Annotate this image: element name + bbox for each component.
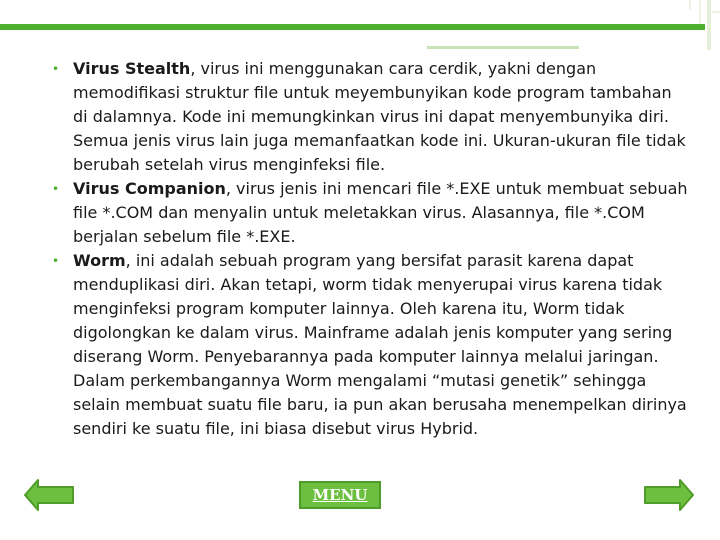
previous-slide-button[interactable]	[24, 478, 74, 512]
list-item	[48, 249, 688, 441]
menu-button[interactable]	[299, 481, 381, 509]
list-item	[48, 177, 688, 249]
bullet-icon: •	[52, 182, 60, 196]
bullet-icon: •	[52, 254, 60, 268]
item-text: , ini adalah sebuah program yang bersifat parasit karena dapat menduplikasi diri. Akan tetapi, worm tidak menyerupai virus karena tidak menginfeksi program komputer lainnya. Oleh karena itu, Worm tidak digolongkan ke dalam virus. Mainframe adalah jenis komputer yang sering diserang Worm. Penyebarannya pada komputer lainnya melalui jaringan. Dalam perkembangannya Worm mengalami “mutasi genetik” sehingga selain membuat suatu file baru, ia pun akan berusaha menempelkan dirinya sendiri ke suatu file, ini biasa disebut virus Hybrid.	[73, 251, 687, 438]
next-slide-button[interactable]	[644, 478, 694, 512]
virus-types-list	[48, 57, 688, 441]
arrow-left-icon	[25, 480, 73, 510]
list-item	[48, 57, 688, 177]
arrow-right-icon	[645, 480, 693, 510]
top-accent-bar	[0, 24, 705, 30]
top-accent-underline	[427, 46, 579, 49]
menu-label: MENU	[312, 486, 368, 504]
item-text: , virus ini menggunakan cara cerdik, yakni dengan memodifikasi struktur file untuk meyembunyikan kode program tambahan di dalamnya. Kode ini memungkinkan virus ini dapat menyembunyika diri. Semua jenis virus lain juga memanfaatkan kode ini. Ukuran-ukuran file tidak berubah setelah virus menginfeksi file.	[73, 59, 686, 174]
item-text: , virus jenis ini mencari file *.EXE untuk membuat sebuah file *.COM dan menyalin untuk meletakkan virus. Alasannya, file *.COM berjalan sebelum file *.EXE.	[73, 179, 688, 246]
bullet-icon: •	[52, 62, 60, 76]
item-term: Virus Companion	[73, 179, 226, 198]
item-term: Virus Stealth	[73, 59, 191, 78]
item-term: Worm	[73, 251, 126, 270]
corner-decoration	[660, 0, 720, 60]
